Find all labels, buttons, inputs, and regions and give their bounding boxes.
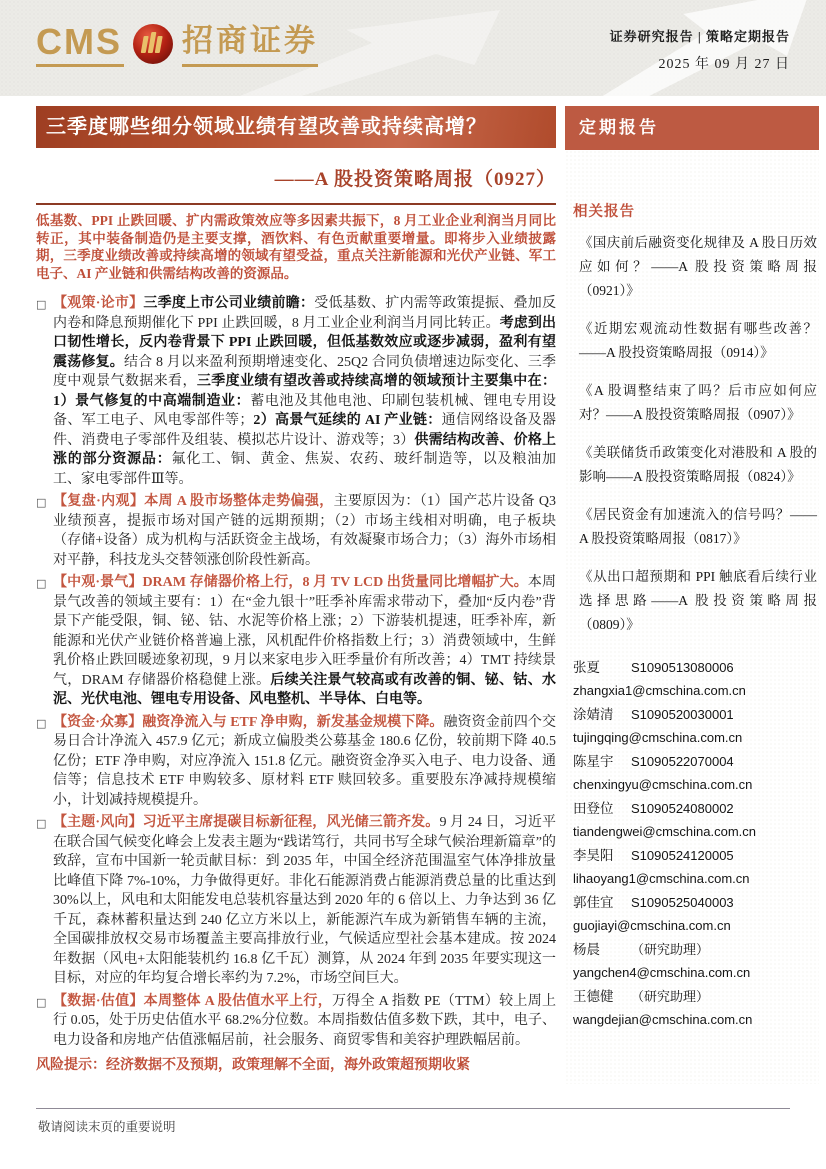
analyst-email-link[interactable]: yangchen4@cmschina.com.cn (573, 965, 751, 980)
analyst-cert-id: S1090520030001 (631, 707, 734, 722)
analyst-email-link[interactable]: zhangxia1@cmschina.com.cn (573, 683, 746, 698)
report-type-badge: 定期报告 (565, 106, 819, 150)
bullet-item (36, 813, 556, 989)
bullet-segment: 三季度业绩有望改善或持续高增的领域预计主要集中在：1）景气修复的中高端制造业： (53, 374, 557, 409)
related-report-link[interactable]: 《美联储货币政策变化对港股和 A 股的影响——A 股投资策略周报（0824）》 (579, 445, 817, 484)
bullet-segment: 结合 8 月以来盈利预期增速变化、25Q2 合同负债增速边际变化、三季度中观景气数据来看， (53, 354, 557, 389)
bullet-segment: 本周景气改善的领域主要有：1）在“金九银十”旺季补库需求带动下，叠加“反内卷”背景下产能受限，铜、铋、钴、水泥等价格上涨；2）下游装机提速，旺季补库，新能源和光伏产业链价格普遍上涨，风机配件价格指数上行；3）消费领域中，生鲜乳价格止跌回暖迹象初现，9 月以来家电步入旺季量价有所改善；4）TMT 持续景气，DRAM 存储器价格稳健上涨。 (53, 575, 557, 688)
related-report-link[interactable]: 《A 股调整结束了吗？后市应如何应对？——A 股投资策略周报（0907）》 (579, 383, 817, 422)
bullet-segment: 【主题·风向】习近平主席提碳目标新征程，风光储三箭齐发。 (53, 815, 440, 830)
report-subtitle: ——A 股投资策略周报（0927） (274, 169, 556, 190)
analyst-email-link[interactable]: tujingqing@cmschina.com.cn (573, 730, 743, 745)
analyst-row (573, 849, 819, 863)
analyst-cert-id: （研究助理） (631, 989, 710, 1004)
analyst-email-link[interactable]: wangdejian@cmschina.com.cn (573, 1012, 753, 1027)
bullet-segment: 后续关注景气较高或有改善的铜、铋、钴、水泥、光伏电池、锂电专用设备、风电整机、半导体、白电等。 (53, 672, 556, 707)
bullet-segment: 【资金·众寡】融资净流入与 ETF 净申购，新发基金规模下降。 (53, 714, 444, 730)
abstract-summary: 低基数、PPI 止跌回暖、扩内需政策效应等多因素共振下，8 月工业企业利润当月同比转正，其中装备制造仍是主要支撑，酒饮料、有色贡献重要增量。即将步入业绩披露期，三季度业绩改善或持续高增的领域有望受益，重点关注新能源和光伏产业链、军工电子、AI 产业链和供需结构改善的资源品。 (36, 203, 556, 282)
bullet-item (36, 992, 556, 1051)
bullet-item (36, 573, 556, 710)
analyst-name: 涂婧清 (573, 707, 614, 722)
cms-logo-badge-icon (132, 23, 174, 65)
analyst-name: 郭佳宜 (573, 895, 614, 910)
bullet-item (36, 492, 556, 570)
bullet-text (53, 296, 556, 487)
footer-divider (36, 1108, 790, 1109)
report-date: 2025 年 09 月 27 日 (658, 57, 790, 72)
bullet-segment: 万得全 A 指数 PE（TTM）较上周上行 0.05，处于历史估值水平 68.2%分位数。本周指数估值多数下跌，其中，电子、电力设备和房地产估值涨幅居前，社会服务、商贸零售和美容护理跌幅居前。 (53, 993, 556, 1048)
analyst-email-link[interactable]: chenxingyu@cmschina.com.cn (573, 777, 753, 792)
risk-note: 风险提示：经济数据不及预期，政策理解不全面，海外政策超预期收紧 (36, 1058, 470, 1073)
bullet-list (36, 294, 556, 1050)
related-report-link[interactable]: 《从出口超预期和 PPI 触底看后续行业选择思路——A 股投资策略周报（0809）》 (579, 569, 817, 632)
bullet-segment: 氟化工、铜、黄金、焦炭、农药、玻纤制造等，以及粮油加工、家电零部件Ⅲ等。 (53, 452, 556, 487)
analyst-row (573, 896, 819, 910)
cms-logo-text: CMS (36, 22, 124, 67)
main-column (36, 106, 556, 1074)
bullet-segment: 蓄电池及其他电池、印刷包装机械、锂电专用设备、军工电子、风电零部件等； (53, 393, 556, 428)
analyst-name: 张夏 (573, 660, 600, 675)
bullet-item (36, 713, 556, 811)
analyst-row (573, 802, 819, 816)
report-header (0, 0, 826, 96)
analyst-email-link[interactable]: tiandengwei@cmschina.com.cn (573, 824, 757, 839)
bullet-text (53, 994, 556, 1048)
analyst-cert-id: S1090522070004 (631, 754, 734, 769)
bullet-item (36, 294, 556, 489)
brand-name: 招商证券 (182, 23, 318, 67)
analyst-name: 王德健 (573, 989, 614, 1004)
bullet-text (53, 715, 556, 808)
bullet-segment: 三季度上市公司业绩前瞻： (143, 296, 315, 311)
bullet-segment: 【数据·估值】本周整体 A 股估值水平上行， (53, 993, 332, 1009)
header-meta (610, 26, 790, 73)
analyst-cert-id: S1090524120005 (631, 848, 734, 863)
bullet-text (53, 494, 556, 568)
analyst-cert-id: S1090524080002 (631, 801, 734, 816)
analyst-row (573, 708, 819, 722)
bullet-segment: 9 月 24 日，习近平在联合国气候变化峰会上发表主题为“践诺笃行，共同书写全球气候治理新篇章”的致辞，宣布中国新一轮贡献目标：到 2035 年，中国全经济范围温室气体净排放量比峰值下降 7%-10%，力争做得更好。非化石能源消费占能源消费总量的比重达到 30%以上，风电和太阳能发电总装机容量达到 2020 年的 6 倍以上、力争达到 36 亿千瓦，森林蓄积量达到 240 亿立方米以上，新能源汽车成为新销售车辆的主流，全国碳排放权交易市场覆盖主要高排放行业，气候适应型社会基本建成。按 2024 年数据（风电+太阳能装机约 16.8 亿千瓦）测算，从 2024 年到 2035 年要实现这一目标，对应的年均复合增长率约为 7.2%，市场空间巨大。 (53, 815, 557, 986)
bullet-segment: 【复盘·内观】本周 A 股市场整体走势偏强， (53, 494, 334, 509)
report-title-banner: 三季度哪些细分领域业绩有望改善或持续高增？ (36, 106, 556, 148)
bullet-square-icon: □ (36, 298, 47, 311)
related-reports-title: 相关报告 (573, 204, 635, 220)
bullet-segment: 【观策·论市】 (53, 296, 144, 311)
doc-type-line: 证券研究报告 | 策略定期报告 (609, 29, 790, 44)
bullet-square-icon: □ (36, 577, 47, 590)
analyst-list (565, 661, 819, 1027)
related-report-link[interactable]: 《近期宏观流动性数据有哪些改善？——A 股投资策略周报（0914）》 (579, 321, 817, 360)
analyst-cert-id: S1090525040003 (631, 895, 734, 910)
bullet-text (53, 575, 556, 707)
analyst-cert-id: S1090513080006 (631, 660, 734, 675)
analyst-row (573, 943, 819, 957)
related-report-link[interactable]: 《居民资金有加速流入的信号吗？——A 股投资策略周报（0817）》 (579, 507, 817, 546)
bullet-segment: 供需结构改善、价格上涨的部分资源品： (53, 432, 557, 467)
related-reports-list (565, 231, 819, 637)
bullet-text (53, 815, 556, 986)
bullet-square-icon: □ (36, 995, 47, 1009)
analyst-email-link[interactable]: guojiayi@cmschina.com.cn (573, 918, 731, 933)
bullet-segment: 受低基数、扩内需等政策提振、叠加反内卷和降息预期催化下 PPI 止跌回暖，8 月工业企业利润当月同比转正。 (53, 296, 557, 331)
analyst-name: 田登位 (573, 801, 614, 816)
bullet-square-icon: □ (36, 496, 47, 509)
bullet-segment: 主要原因为：（1）国产芯片设备 Q3 业绩预喜，提振市场对国产链的远期预期；（2）市场主线相对明确，电子板块（存储+设备）成为机构与活跃资金主战场，有效凝聚市场合力；（3）海外市场相对平静，科技龙头交替领涨创阶段性新高。 (53, 494, 556, 568)
footer-note: 敬请阅读末页的重要说明 (38, 1120, 176, 1134)
cms-logo (36, 22, 318, 67)
analyst-row (573, 661, 819, 675)
bullet-segment: 【中观·景气】DRAM 存储器价格上行，8 月 TV LCD 出货量同比增幅扩大。 (53, 575, 528, 590)
bullet-segment: 2）高景气延续的 AI 产业链： (253, 413, 442, 428)
bullet-segment: 融资资金前四个交易日合计净流入 457.9 亿元；新成立偏股类公募基金 180.6 亿份，较前期下降 40.5 亿份；ETF 净申购，对应净流入 151.8 亿元。融资资金净买入电子、电力设备、通信等；信息技术 ETF 申购较多、原材料 ETF 赎回较多。重要股东净减持规模缩小，计划减持规模提升。 (53, 714, 556, 808)
bullet-segment: 考虑到出口韧性增长，反内卷背景下 PPI 止跌回暖，但低基数效应或逐步减弱，盈利有望震荡修复。 (53, 315, 556, 370)
related-report-link[interactable]: 《国庆前后融资变化规律及 A 股日历效应如何？——A 股投资策略周报（0921）》 (579, 235, 817, 298)
bullet-segment: 通信网络设备及器件、消费电子零部件及组装、模拟芯片设计、游戏等；3） (53, 413, 557, 448)
sidebar (565, 106, 819, 1084)
analyst-email-link[interactable]: lihaoyang1@cmschina.com.cn (573, 871, 750, 886)
analyst-row (573, 755, 819, 769)
analyst-name: 杨晨 (573, 942, 600, 957)
analyst-cert-id: （研究助理） (631, 942, 710, 957)
bullet-square-icon: □ (36, 817, 47, 830)
analyst-name: 李昊阳 (573, 848, 614, 863)
bullet-square-icon: □ (36, 716, 47, 730)
analyst-name: 陈星宇 (573, 754, 614, 769)
analyst-row (573, 990, 819, 1004)
